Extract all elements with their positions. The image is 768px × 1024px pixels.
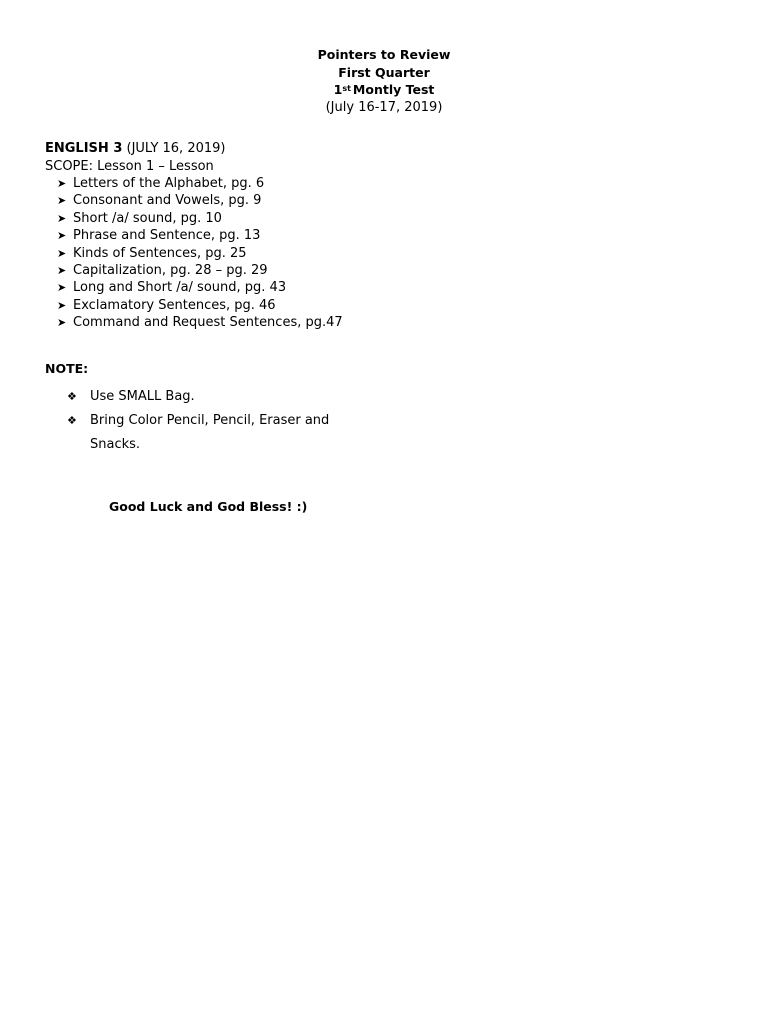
list-item xyxy=(57,314,645,331)
topic-text: Command and Request Sentences, pg.47 xyxy=(73,315,343,331)
subject-date: (JULY 16, 2019) xyxy=(122,141,226,156)
note-section xyxy=(45,360,645,457)
note-text: Bring Color Pencil, Pencil, Eraser and Snacks. xyxy=(90,413,330,452)
list-item xyxy=(57,297,645,314)
diamond-bullet-icon: ❖ xyxy=(67,414,77,427)
topic-text: Phrase and Sentence, pg. 13 xyxy=(73,228,261,244)
header-test xyxy=(0,81,768,99)
note-title: NOTE: xyxy=(45,361,89,376)
topic-text: Kinds of Sentences, pg. 25 xyxy=(73,245,247,261)
arrow-bullet-icon: ➤ xyxy=(57,316,67,330)
document-header xyxy=(0,46,768,116)
header-title: Pointers to Review xyxy=(317,47,451,62)
diamond-bullet-icon: ❖ xyxy=(67,390,77,403)
topic-text: Exclamatory Sentences, pg. 46 xyxy=(73,297,276,313)
header-dates: (July 16-17, 2019) xyxy=(325,99,443,115)
arrow-bullet-icon: ➤ xyxy=(57,177,67,190)
arrow-bullet-icon: ➤ xyxy=(57,229,67,243)
english-section xyxy=(45,140,645,332)
list-item xyxy=(57,210,645,227)
list-item xyxy=(57,175,645,192)
list-item xyxy=(57,192,645,209)
list-item xyxy=(57,279,645,296)
list-item xyxy=(57,262,645,279)
list-item xyxy=(67,409,645,457)
arrow-bullet-icon: ➤ xyxy=(57,281,67,295)
test-ordinal: st xyxy=(342,84,351,93)
arrow-bullet-icon: ➤ xyxy=(57,194,67,208)
list-item xyxy=(57,245,645,262)
topic-text: Letters of the Alphabet, pg. 6 xyxy=(73,176,265,191)
scope-line: SCOPE: Lesson 1 – Lesson xyxy=(45,158,214,174)
list-item xyxy=(57,227,645,244)
header-quarter: First Quarter xyxy=(338,64,430,80)
topic-text: Capitalization, pg. 28 – pg. 29 xyxy=(73,262,268,278)
topic-text: Long and Short /a/ sound, pg. 43 xyxy=(73,280,287,296)
test-label: Montly Test xyxy=(352,82,435,97)
test-number: 1 xyxy=(333,82,343,97)
arrow-bullet-icon: ➤ xyxy=(57,263,67,277)
topic-text: Short /a/ sound, pg. 10 xyxy=(73,210,222,226)
note-text: Use SMALL Bag. xyxy=(90,389,195,404)
subject-name: ENGLISH 3 xyxy=(45,141,123,156)
note-list xyxy=(45,385,645,457)
arrow-bullet-icon: ➤ xyxy=(57,246,67,260)
subject-line xyxy=(45,140,645,158)
topic-list xyxy=(45,175,645,332)
closing-message: Good Luck and God Bless! :) xyxy=(109,499,308,514)
arrow-bullet-icon: ➤ xyxy=(57,298,67,312)
topic-text: Consonant and Vowels, pg. 9 xyxy=(73,193,262,209)
arrow-bullet-icon: ➤ xyxy=(57,211,67,225)
list-item xyxy=(67,385,645,409)
